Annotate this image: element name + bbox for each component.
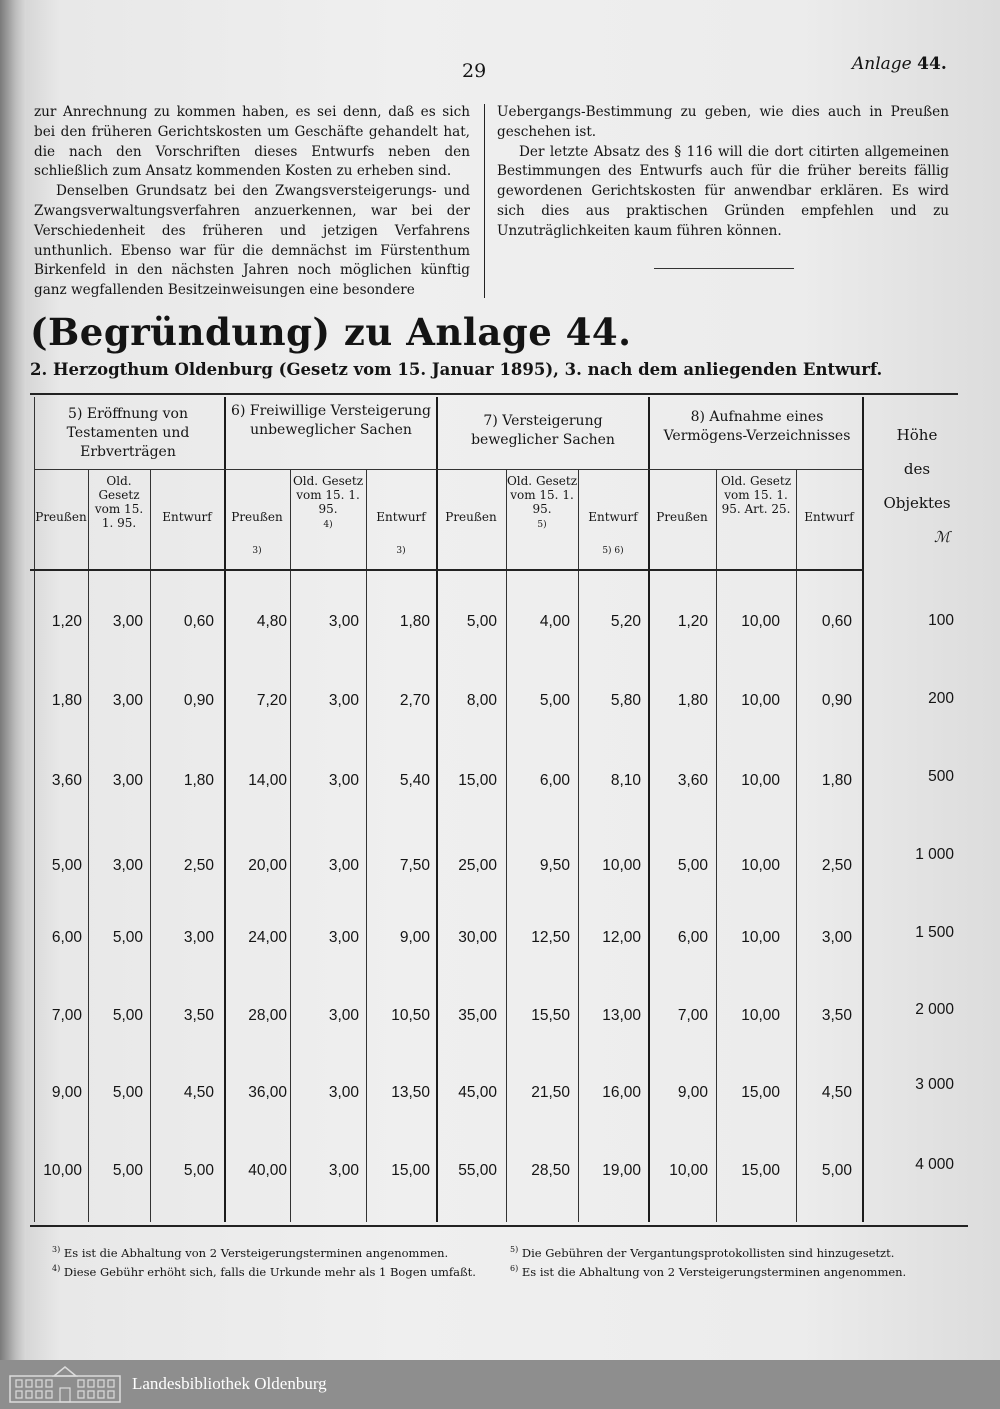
group-header-rule	[34, 469, 862, 470]
table-cell: 25,00	[458, 857, 497, 874]
table-cell: 1,80	[821, 772, 852, 789]
objekt-value-cell: 4 000	[915, 1156, 954, 1173]
library-footer-bar	[0, 1360, 1000, 1409]
table-cell: 3,00	[328, 692, 359, 709]
table-cell: 5,40	[399, 772, 430, 789]
table-cell: 3,60	[51, 772, 82, 789]
table-cell: 15,00	[458, 772, 497, 789]
table-bottom-rule	[30, 1225, 968, 1227]
table-cell: 4,00	[539, 613, 570, 630]
table-cell: 15,00	[741, 1162, 780, 1179]
table-cell: 3,50	[821, 1007, 852, 1024]
column-subheader	[290, 474, 366, 532]
table-cell: 1,80	[399, 613, 430, 630]
table-cell: 13,00	[602, 1007, 641, 1024]
footnote-text: Es ist die Abhaltung von 2 Versteigerungsterminen angenommen.	[521, 1264, 907, 1279]
table-cell: 24,00	[248, 929, 287, 946]
footnote-text: Die Gebühren der Vergantungsprotokollisten sind hinzugesetzt.	[521, 1245, 895, 1260]
table-cell: 10,00	[741, 613, 780, 630]
column-subheader-footnote-mark: 3)	[252, 546, 262, 556]
objektes-label: Objektes	[883, 494, 951, 512]
column-subheader	[150, 510, 224, 524]
table-column-divider	[506, 470, 507, 1222]
objekt-value-cell: 100	[928, 612, 954, 629]
table-cell: 1,20	[677, 613, 708, 630]
table-cell: 10,00	[741, 1007, 780, 1024]
table-cell: 9,50	[539, 857, 570, 874]
column-subheader	[578, 510, 648, 558]
column-subheader-text: Entwurf	[588, 510, 638, 524]
library-name: Landesbibliothek Oldenburg	[132, 1374, 327, 1393]
table-cell: 21,50	[531, 1084, 570, 1101]
table-cell: 10,00	[602, 857, 641, 874]
table-cell: 5,00	[539, 692, 570, 709]
objekt-value-cell: 3 000	[915, 1076, 954, 1093]
appendix-header-number: 44.	[917, 54, 947, 74]
column-subheader	[224, 510, 290, 558]
table-cell: 4,50	[183, 1084, 214, 1101]
table-cell: 10,00	[741, 857, 780, 874]
table-column-divider	[290, 470, 291, 1222]
footnote-5	[510, 1242, 970, 1261]
table-cell: 3,00	[112, 613, 143, 630]
table-cell: 30,00	[458, 929, 497, 946]
table-cell: 10,50	[391, 1007, 430, 1024]
footnote-mark: 5)	[510, 1245, 519, 1254]
column-subheader-footnote-mark: 5)	[537, 520, 547, 530]
table-cell: 9,00	[51, 1084, 82, 1101]
objekt-value-cell: 1 500	[915, 924, 954, 941]
table-cell: 28,00	[248, 1007, 287, 1024]
book-gutter-shadow	[0, 0, 26, 1360]
section-end-rule	[654, 268, 794, 269]
footnote-6	[510, 1261, 970, 1280]
des-label: des	[903, 460, 931, 478]
column-subheader-text: Preußen	[445, 510, 497, 524]
column-subheader	[436, 510, 506, 524]
footnotes-right	[510, 1242, 970, 1280]
table-cell: 12,50	[531, 929, 570, 946]
table-cell: 0,90	[183, 692, 214, 709]
table-cell: 15,00	[391, 1162, 430, 1179]
footnote-mark: 6)	[510, 1263, 519, 1273]
column-subheader-footnote-mark: 4)	[323, 520, 333, 530]
table-cell: 6,00	[677, 929, 708, 946]
table-cell: 5,00	[183, 1162, 214, 1179]
table-cell: 5,00	[677, 857, 708, 874]
column-subheader-text: Old. Gesetz vom 15. 1. 95. Art. 25.	[720, 474, 792, 516]
table-cell: 14,00	[248, 772, 287, 789]
hoehe-label: Höhe	[896, 426, 938, 444]
table-cell: 5,00	[112, 1007, 143, 1024]
table-cell: 1,20	[51, 613, 82, 630]
table-cell: 6,00	[539, 772, 570, 789]
objekt-value-cell: 500	[928, 768, 954, 785]
left-paragraph-1: zur Anrechnung zu kommen haben, es sei denn, daß es sich bei den früheren Gerichtskosten um Geschäfte gehandelt hat, die nach den Vorschriften dieses Entwurfs neben den schließlich zum Ansatz kommenden Kosten zu erheben sind.	[34, 104, 470, 180]
table-cell: 3,00	[112, 772, 143, 789]
table-cell: 36,00	[248, 1084, 287, 1101]
objekt-value-cell: 200	[928, 690, 954, 707]
table-cell: 5,80	[610, 692, 641, 709]
library-building-logo-icon	[4, 1364, 126, 1404]
table-cell: 3,00	[112, 692, 143, 709]
column-subheader	[34, 510, 88, 524]
table-cell: 28,50	[531, 1162, 570, 1179]
hoehe-des-objektes-header	[872, 418, 962, 554]
table-cell: 19,00	[602, 1162, 641, 1179]
table-cell: 2,70	[399, 692, 430, 709]
column-subheader-text: Entwurf	[162, 510, 212, 524]
group-header-bewegliche-sachen: 7) Versteigerung beweglicher Sachen	[471, 413, 615, 448]
appendix-header-label: Anlage	[852, 54, 912, 74]
table-cell: 35,00	[458, 1007, 497, 1024]
table-cell: 3,00	[328, 857, 359, 874]
table-cell: 3,00	[328, 1007, 359, 1024]
table-cell: 1,80	[51, 692, 82, 709]
column-subheader	[88, 474, 150, 530]
column-subheader-text: Preußen	[656, 510, 708, 524]
table-cell: 45,00	[458, 1084, 497, 1101]
right-paragraph-2: Der letzte Absatz des § 116 will die dort citirten allgemeinen Bestimmungen des Entwurfs auch für die früher bereits fällig gewordenen Gerichtskosten für anwendbar erklären. Es wird sich dies aus praktischen Gründen empfehlen und zu Unzuträglichkeiten kaum führen können.	[497, 143, 949, 239]
table-cell: 7,00	[677, 1007, 708, 1024]
table-column-divider	[366, 470, 367, 1222]
footnote-mark: 4)	[52, 1263, 61, 1273]
table-cell: 4,80	[256, 613, 287, 630]
page-number: 29	[462, 60, 487, 82]
column-subheader-footnote-mark: 3)	[396, 546, 406, 556]
column-subheader-text: Preußen	[35, 510, 87, 524]
column-subheader-text: Old. Gesetz vom 15. 1. 95.	[94, 474, 144, 530]
table-cell: 3,00	[328, 929, 359, 946]
appendix-header	[852, 54, 947, 74]
table-cell: 40,00	[248, 1162, 287, 1179]
table-cell: 10,00	[741, 929, 780, 946]
column-subheader-footnote-mark: 5) 6)	[602, 546, 624, 556]
text-column-right	[497, 103, 949, 242]
table-cell: 0,60	[821, 613, 852, 630]
table-cell: 15,00	[741, 1084, 780, 1101]
group-header-freiwillige-versteigerung: 6) Freiwillige Versteigerung unbeweglicher Sachen	[231, 403, 431, 438]
table-cell: 9,00	[399, 929, 430, 946]
table-cell: 8,00	[466, 692, 497, 709]
table-cell: 5,20	[610, 613, 641, 630]
right-paragraph-1: Uebergangs-Bestimmung zu geben, wie dies auch in Preußen geschehen ist.	[497, 104, 949, 140]
footnote-mark: 3)	[52, 1245, 61, 1254]
group-header-vermoegensverzeichnis: 8) Aufnahme eines Vermögens-Verzeichnisses	[663, 409, 851, 444]
table-cell: 3,60	[677, 772, 708, 789]
footnote-4	[52, 1261, 500, 1280]
column-subheader-text: Old. Gesetz vom 15. 1. 95.	[292, 474, 364, 516]
table-column-divider	[150, 470, 151, 1222]
table-cell: 0,90	[821, 692, 852, 709]
column-subheader	[506, 474, 578, 532]
table-cell: 3,00	[328, 613, 359, 630]
table-cell: 55,00	[458, 1162, 497, 1179]
mark-currency-symbol: ℳ	[933, 528, 950, 546]
table-cell: 15,50	[531, 1007, 570, 1024]
table-header-rule	[30, 569, 864, 571]
table-cell: 3,00	[328, 772, 359, 789]
table-cell: 3,00	[328, 1084, 359, 1101]
table-cell: 5,00	[51, 857, 82, 874]
column-subheader	[716, 474, 796, 516]
table-cell: 1,80	[677, 692, 708, 709]
table-cell: 5,00	[112, 1162, 143, 1179]
table-cell: 3,00	[821, 929, 852, 946]
table-cell: 7,20	[256, 692, 287, 709]
table-cell: 0,60	[183, 613, 214, 630]
table-cell: 7,50	[399, 857, 430, 874]
column-subheader-text: Entwurf	[376, 510, 426, 524]
left-paragraph-2: Denselben Grundsatz bei den Zwangsversteigerungs- und Zwangsverwaltungsverfahren anzuerkennen, war bei der Verschiedenheit des früheren und jetzigen Verfahrens unthunlich. Ebenso war für die demnächst im Fürstenthum Birkenfeld in den nächsten Jahren noch möglichen künftig ganz wegfallenden Besitzeinweisungen eine besondere	[34, 183, 470, 299]
table-cell: 10,00	[741, 772, 780, 789]
table-cell: 4,50	[821, 1084, 852, 1101]
objekt-value-cell: 2 000	[915, 1001, 954, 1018]
footnote-text: Diese Gebühr erhöht sich, falls die Urkunde mehr als 1 Bogen umfaßt.	[63, 1264, 476, 1279]
table-cell: 16,00	[602, 1084, 641, 1101]
table-cell: 20,00	[248, 857, 287, 874]
section-subtitle: 2. Herzogthum Oldenburg (Gesetz vom 15. Januar 1895), 3. nach dem anliegenden Entwurf.	[30, 360, 883, 379]
table-cell: 10,00	[669, 1162, 708, 1179]
group-header-testamente: 5) Eröffnung von Testamenten und Erbverträgen	[66, 406, 190, 460]
column-subheader	[366, 510, 436, 558]
table-cell: 5,00	[112, 1084, 143, 1101]
table-cell: 2,50	[183, 857, 214, 874]
table-cell: 3,00	[183, 929, 214, 946]
column-subheader-text: Old. Gesetz vom 15. 1. 95.	[506, 474, 578, 516]
table-cell: 6,00	[51, 929, 82, 946]
column-subheader	[648, 510, 716, 524]
column-subheader-text: Entwurf	[804, 510, 854, 524]
table-cell: 10,00	[741, 692, 780, 709]
table-cell: 5,00	[821, 1162, 852, 1179]
footnotes-left	[52, 1242, 500, 1280]
column-subheader-text: Preußen	[231, 510, 283, 524]
table-cell: 8,10	[610, 772, 641, 789]
table-column-divider	[796, 470, 797, 1222]
table-cell: 10,00	[43, 1162, 82, 1179]
table-cell: 3,00	[112, 857, 143, 874]
column-divider	[484, 104, 485, 298]
table-cell: 7,00	[51, 1007, 82, 1024]
table-cell: 3,50	[183, 1007, 214, 1024]
table-cell: 3,00	[328, 1162, 359, 1179]
table-column-divider	[862, 397, 864, 1222]
footnote-text: Es ist die Abhaltung von 2 Versteigerungsterminen angenommen.	[63, 1245, 449, 1260]
table-cell: 9,00	[677, 1084, 708, 1101]
table-cell: 12,00	[602, 929, 641, 946]
table-cell: 2,50	[821, 857, 852, 874]
footnote-3	[52, 1242, 500, 1261]
objekt-value-cell: 1 000	[915, 846, 954, 863]
table-column-divider	[716, 470, 717, 1222]
text-column-left	[34, 103, 470, 301]
table-cell: 1,80	[183, 772, 214, 789]
table-cell: 13,50	[391, 1084, 430, 1101]
table-top-rule	[30, 393, 958, 395]
section-title: (Begründung) zu Anlage 44.	[30, 310, 632, 354]
column-subheader	[796, 510, 862, 524]
table-column-divider	[578, 470, 579, 1222]
table-cell: 5,00	[466, 613, 497, 630]
table-cell: 5,00	[112, 929, 143, 946]
table-column-divider	[88, 470, 89, 1222]
